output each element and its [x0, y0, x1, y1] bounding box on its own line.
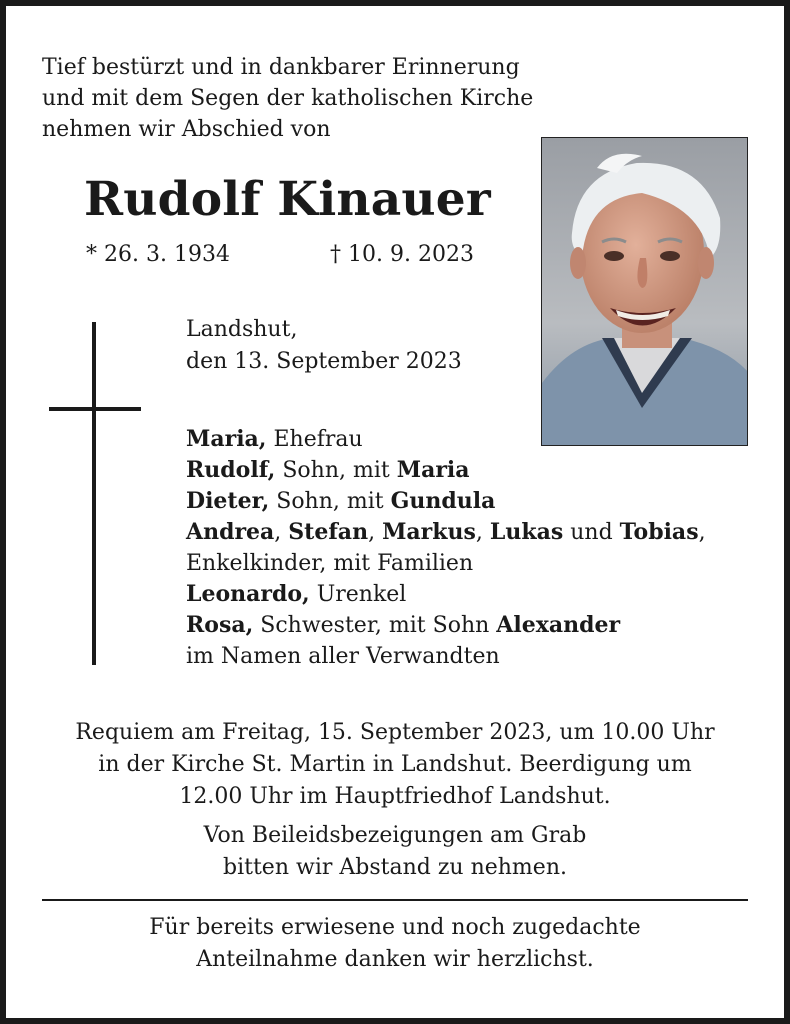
portrait-photo [541, 137, 748, 446]
condolences-line: bitten wir Abstand zu nehmen. [223, 855, 567, 880]
death-date: † 10. 9. 2023 [330, 242, 474, 267]
condolences-note [30, 820, 760, 884]
requiem-line: Requiem am Freitag, 15. September 2023, um 10.00 Uhr [75, 720, 715, 745]
requiem-line: 12.00 Uhr im Hauptfriedhof Landshut. [179, 784, 611, 809]
place-line: Landshut, [186, 317, 298, 342]
cross-icon [92, 322, 96, 665]
portrait-illustration [542, 138, 748, 446]
requiem-info [30, 717, 760, 813]
thanks-line: Für bereits erwiesene und noch zugedachte [149, 915, 641, 940]
family-line: Rosa, Schwester, mit Sohn Alexander [186, 612, 621, 638]
place-and-date [186, 314, 462, 378]
deceased-name: Rudolf Kinauer [84, 172, 491, 227]
birth-date: * 26. 3. 1934 [86, 242, 230, 267]
divider [42, 899, 748, 901]
family-line: Rudolf, Sohn, mit Maria [186, 457, 470, 483]
condolences-line: Von Beileidsbezeigungen am Grab [203, 823, 587, 848]
intro-line: Tief bestürzt und in dankbarer Erinnerung [42, 55, 520, 80]
thanks-note [30, 912, 760, 976]
family-line: im Namen aller Verwandten [186, 644, 500, 669]
intro-line: nehmen wir Abschied von [42, 117, 331, 142]
intro-text [42, 52, 602, 145]
intro-line: und mit dem Segen der katholischen Kirche [42, 86, 534, 111]
family-line: Dieter, Sohn, mit Gundula [186, 488, 496, 514]
cross-icon [49, 407, 141, 411]
requiem-line: in der Kirche St. Martin in Landshut. Beerdigung um [98, 752, 692, 777]
family-list [186, 424, 756, 672]
thanks-line: Anteilnahme danken wir herzlichst. [196, 947, 594, 972]
date-line: den 13. September 2023 [186, 349, 462, 374]
family-line: Enkelkinder, mit Familien [186, 551, 474, 576]
family-line: Andrea, Stefan, Markus, Lukas und Tobias, [186, 519, 706, 545]
family-line: Leonardo, Urenkel [186, 581, 407, 607]
family-line: Maria, Ehefrau [186, 426, 363, 452]
